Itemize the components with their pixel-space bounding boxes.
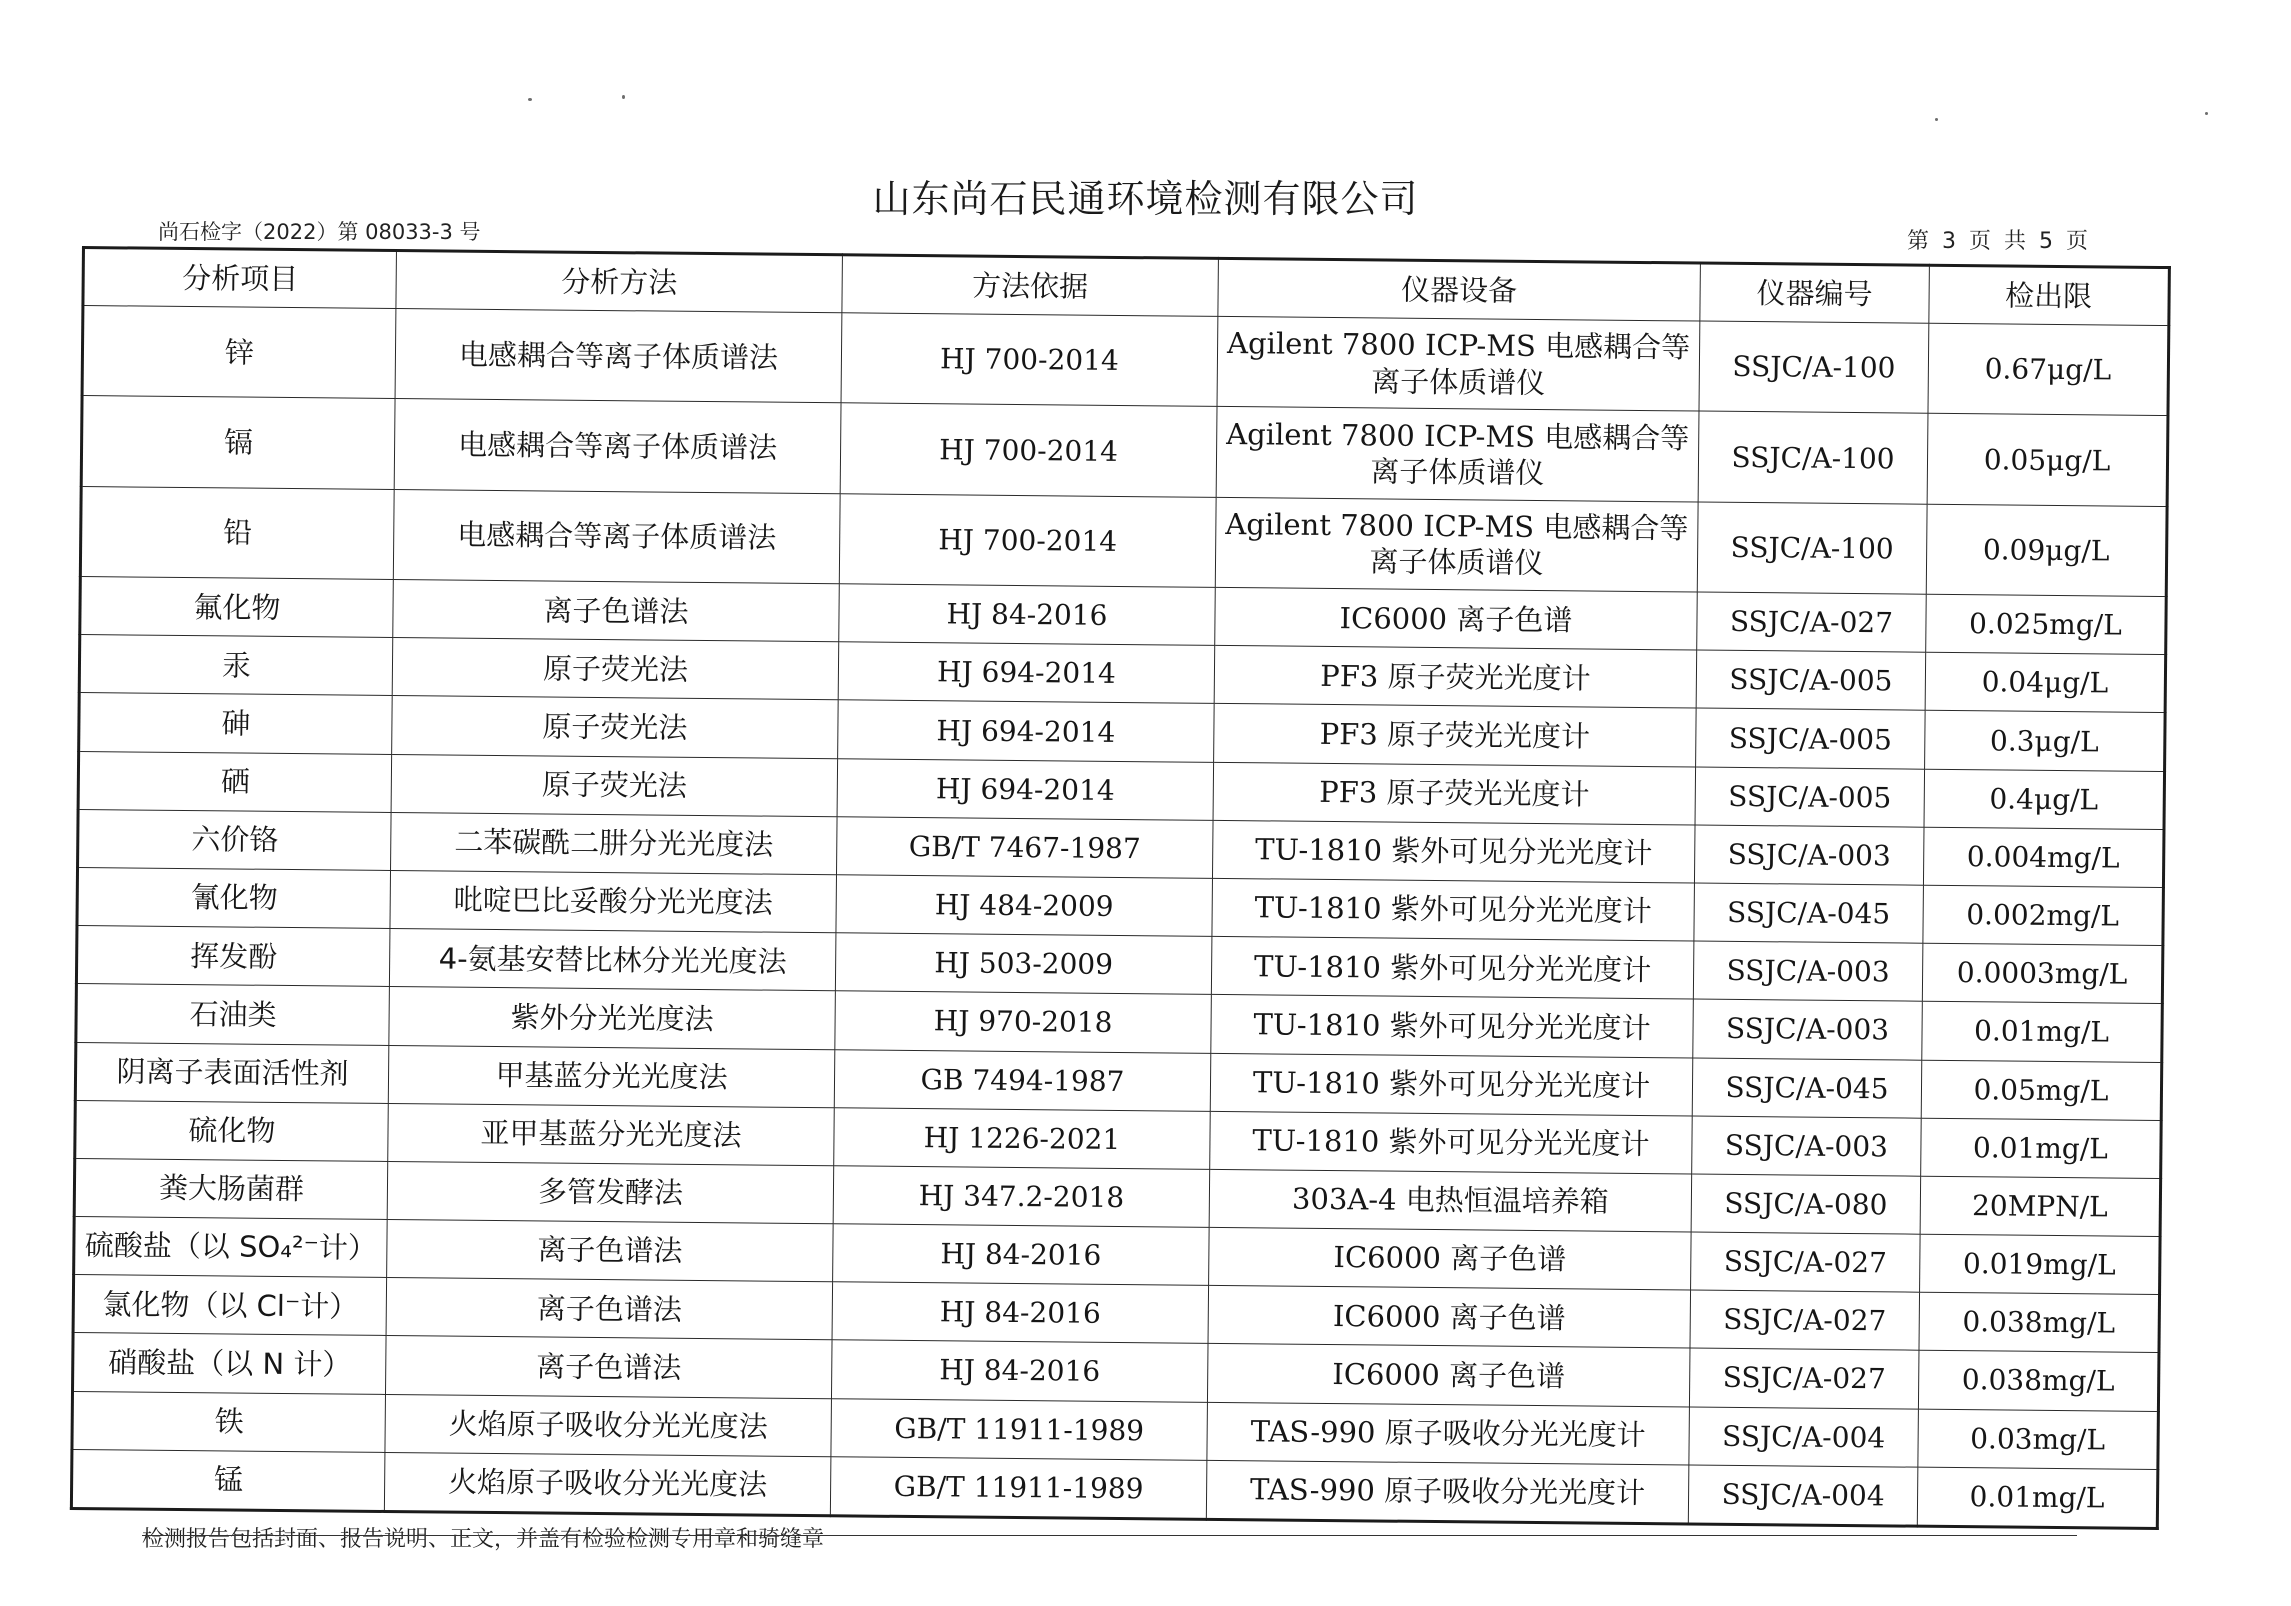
cell-equipment: PF3 原子荧光光度计 xyxy=(1214,646,1697,709)
cell-method: 二苯碳酰二肼分光光度法 xyxy=(391,812,838,874)
cell-equipment: TAS-990 原子吸收分光光度计 xyxy=(1206,1460,1689,1524)
cell-instrument-no: SSJC/A-004 xyxy=(1689,1407,1919,1467)
cell-item: 硫酸盐（以 SO₄²⁻计） xyxy=(74,1216,388,1277)
cell-detection-limit: 20MPN/L xyxy=(1920,1176,2161,1236)
cell-item: 铅 xyxy=(80,486,394,579)
cell-instrument-no: SSJC/A-005 xyxy=(1695,767,1925,827)
cell-basis: HJ 694-2014 xyxy=(837,758,1214,820)
scan-speck xyxy=(622,95,625,99)
report-number: 尚石检字（2022）第 08033-3 号 xyxy=(158,220,481,244)
cell-equipment: TAS-990 原子吸收分光光度计 xyxy=(1207,1402,1690,1465)
cell-detection-limit: 0.002mg/L xyxy=(1923,885,2164,945)
cell-method: 电感耦合等离子体质谱法 xyxy=(395,309,842,404)
cell-method: 火焰原子吸收分光光度法 xyxy=(385,1394,832,1456)
cell-item: 粪大肠菌群 xyxy=(74,1158,388,1219)
cell-basis: HJ 700-2014 xyxy=(839,494,1216,588)
scan-speck xyxy=(1935,118,1938,121)
cell-equipment: 303A-4 电热恒温培养箱 xyxy=(1209,1169,1692,1232)
cell-method: 原子荧光法 xyxy=(391,754,838,816)
cell-basis: HJ 84-2016 xyxy=(832,1282,1209,1344)
cell-equipment: IC6000 离子色谱 xyxy=(1207,1344,1690,1407)
cell-item: 硝酸盐（以 N 计） xyxy=(73,1333,387,1394)
cell-detection-limit: 0.019mg/L xyxy=(1920,1234,2161,1294)
cell-basis: HJ 1226-2021 xyxy=(834,1107,1211,1169)
cell-instrument-no: SSJC/A-027 xyxy=(1689,1348,1919,1408)
cell-item: 锌 xyxy=(82,306,396,399)
cell-method: 电感耦合等离子体质谱法 xyxy=(394,399,841,494)
cell-basis: HJ 700-2014 xyxy=(841,313,1218,407)
cell-detection-limit: 0.038mg/L xyxy=(1919,1292,2160,1352)
cell-basis: HJ 484-2009 xyxy=(836,875,1213,937)
cell-instrument-no: SSJC/A-045 xyxy=(1694,883,1924,943)
cell-equipment: TU-1810 紫外可见分光光度计 xyxy=(1211,937,1694,1000)
cell-basis: HJ 84-2016 xyxy=(831,1340,1208,1402)
analysis-methods-table xyxy=(70,246,2171,1530)
cell-detection-limit: 0.004mg/L xyxy=(1923,827,2164,887)
cell-method: 多管发酵法 xyxy=(387,1161,834,1223)
cell-basis: HJ 970-2018 xyxy=(835,991,1212,1053)
scan-speck xyxy=(528,98,532,101)
column-header-item: 分析项目 xyxy=(83,248,397,309)
cell-detection-limit: 0.0003mg/L xyxy=(1922,943,2163,1003)
cell-method: 离子色谱法 xyxy=(386,1278,833,1340)
cell-item: 汞 xyxy=(79,635,393,696)
cell-equipment: IC6000 离子色谱 xyxy=(1215,588,1698,651)
cell-instrument-no: SSJC/A-005 xyxy=(1696,650,1926,710)
cell-equipment: TU-1810 紫外可见分光光度计 xyxy=(1210,1111,1693,1174)
cell-instrument-no: SSJC/A-003 xyxy=(1693,941,1923,1001)
cell-instrument-no: SSJC/A-003 xyxy=(1693,999,1923,1059)
column-header-instrument-no: 仪器编号 xyxy=(1700,263,1930,323)
cell-basis: HJ 347.2-2018 xyxy=(833,1166,1210,1228)
cell-item: 阴离子表面活性剂 xyxy=(75,1042,389,1103)
cell-equipment: PF3 原子荧光光度计 xyxy=(1214,704,1697,767)
cell-detection-limit: 0.4μg/L xyxy=(1924,769,2165,829)
cell-method: 离子色谱法 xyxy=(387,1219,834,1281)
cell-equipment: IC6000 离子色谱 xyxy=(1209,1227,1692,1290)
cell-basis: HJ 694-2014 xyxy=(838,642,1215,704)
cell-item: 硒 xyxy=(78,751,392,812)
cell-equipment: PF3 原子荧光光度计 xyxy=(1213,762,1696,825)
cell-basis: HJ 503-2009 xyxy=(835,933,1212,995)
cell-method: 亚甲基蓝分光光度法 xyxy=(388,1103,835,1165)
cell-instrument-no: SSJC/A-045 xyxy=(1692,1057,1922,1117)
cell-item: 铁 xyxy=(72,1391,386,1452)
cell-equipment: TU-1810 紫外可见分光光度计 xyxy=(1212,878,1695,941)
column-header-method: 分析方法 xyxy=(396,251,843,313)
cell-equipment: IC6000 离子色谱 xyxy=(1208,1286,1691,1349)
cell-detection-limit: 0.05mg/L xyxy=(1921,1060,2162,1120)
cell-item: 氰化物 xyxy=(77,867,391,928)
cell-detection-limit: 0.09μg/L xyxy=(1926,504,2167,597)
cell-instrument-no: SSJC/A-003 xyxy=(1692,1116,1922,1176)
cell-basis: GB/T 11911-1989 xyxy=(831,1398,1208,1460)
cell-method: 离子色谱法 xyxy=(393,580,840,642)
cell-method: 紫外分光光度法 xyxy=(389,987,836,1049)
cell-basis: HJ 84-2016 xyxy=(833,1224,1210,1286)
cell-equipment: Agilent 7800 ICP-MS 电感耦合等离子体质谱仪 xyxy=(1216,407,1699,502)
cell-equipment: Agilent 7800 ICP-MS 电感耦合等离子体质谱仪 xyxy=(1217,316,1700,411)
cell-basis: HJ 700-2014 xyxy=(840,403,1217,497)
cell-equipment: TU-1810 紫外可见分光光度计 xyxy=(1210,1053,1693,1116)
cell-basis: GB/T 11911-1989 xyxy=(830,1456,1207,1519)
footer-divider xyxy=(142,1535,2077,1536)
cell-method: 电感耦合等离子体质谱法 xyxy=(393,489,840,584)
cell-basis: GB 7494-1987 xyxy=(834,1049,1211,1111)
cell-instrument-no: SSJC/A-027 xyxy=(1691,1232,1921,1292)
column-header-equipment: 仪器设备 xyxy=(1218,258,1701,321)
cell-item: 六价铬 xyxy=(78,809,392,870)
cell-instrument-no: SSJC/A-027 xyxy=(1697,592,1927,652)
cell-item: 石油类 xyxy=(76,984,390,1045)
cell-instrument-no: SSJC/A-004 xyxy=(1688,1465,1918,1526)
cell-item: 砷 xyxy=(79,693,393,754)
cell-method: 4-氨基安替比林分光光度法 xyxy=(389,929,836,991)
cell-detection-limit: 0.05μg/L xyxy=(1927,414,2168,507)
cell-item: 硫化物 xyxy=(75,1100,389,1161)
cell-item: 氟化物 xyxy=(80,577,394,638)
cell-item: 镉 xyxy=(81,396,395,489)
cell-method: 离子色谱法 xyxy=(385,1336,832,1398)
cell-item: 氯化物（以 Cl⁻计） xyxy=(73,1275,387,1336)
cell-instrument-no: SSJC/A-100 xyxy=(1698,411,1928,504)
cell-instrument-no: SSJC/A-100 xyxy=(1697,502,1927,595)
column-header-basis: 方法依据 xyxy=(842,255,1219,317)
cell-equipment: TU-1810 紫外可见分光光度计 xyxy=(1212,820,1695,883)
cell-equipment: TU-1810 紫外可见分光光度计 xyxy=(1211,995,1694,1058)
scan-speck xyxy=(2205,112,2208,115)
cell-instrument-no: SSJC/A-005 xyxy=(1696,708,1926,768)
cell-detection-limit: 0.01mg/L xyxy=(1922,1002,2163,1062)
cell-method: 原子荧光法 xyxy=(392,696,839,758)
cell-basis: HJ 694-2014 xyxy=(838,700,1215,762)
cell-detection-limit: 0.01mg/L xyxy=(1917,1467,2158,1529)
cell-item: 挥发酚 xyxy=(76,926,390,987)
cell-detection-limit: 0.3μg/L xyxy=(1925,711,2166,771)
cell-detection-limit: 0.038mg/L xyxy=(1918,1351,2159,1411)
column-header-detection-limit: 检出限 xyxy=(1929,265,2170,325)
footer-note: 检测报告包括封面、报告说明、正文，并盖有检验检测专用章和骑缝章 xyxy=(142,1527,825,1552)
cell-instrument-no: SSJC/A-100 xyxy=(1699,321,1929,414)
cell-instrument-no: SSJC/A-003 xyxy=(1694,825,1924,885)
cell-detection-limit: 0.03mg/L xyxy=(1918,1409,2159,1469)
cell-method: 火焰原子吸收分光光度法 xyxy=(384,1452,831,1516)
cell-detection-limit: 0.01mg/L xyxy=(1921,1118,2162,1178)
cell-method: 吡啶巴比妥酸分光光度法 xyxy=(390,870,837,932)
cell-basis: HJ 84-2016 xyxy=(839,584,1216,646)
analysis-table-wrapper xyxy=(70,246,2168,1530)
cell-instrument-no: SSJC/A-027 xyxy=(1690,1290,1920,1350)
cell-item: 锰 xyxy=(71,1449,385,1511)
cell-detection-limit: 0.67μg/L xyxy=(1928,323,2169,416)
cell-method: 原子荧光法 xyxy=(392,638,839,700)
cell-basis: GB/T 7467-1987 xyxy=(836,817,1213,879)
company-title: 山东尚石民通环境检测有限公司 xyxy=(872,177,1419,221)
cell-method: 甲基蓝分光光度法 xyxy=(388,1045,835,1107)
cell-instrument-no: SSJC/A-080 xyxy=(1691,1174,1921,1234)
page-indicator: 第 3 页 共 5 页 xyxy=(1907,229,2091,254)
cell-detection-limit: 0.04μg/L xyxy=(1925,653,2166,713)
cell-equipment: Agilent 7800 ICP-MS 电感耦合等离子体质谱仪 xyxy=(1215,497,1698,592)
cell-detection-limit: 0.025mg/L xyxy=(1926,594,2167,654)
